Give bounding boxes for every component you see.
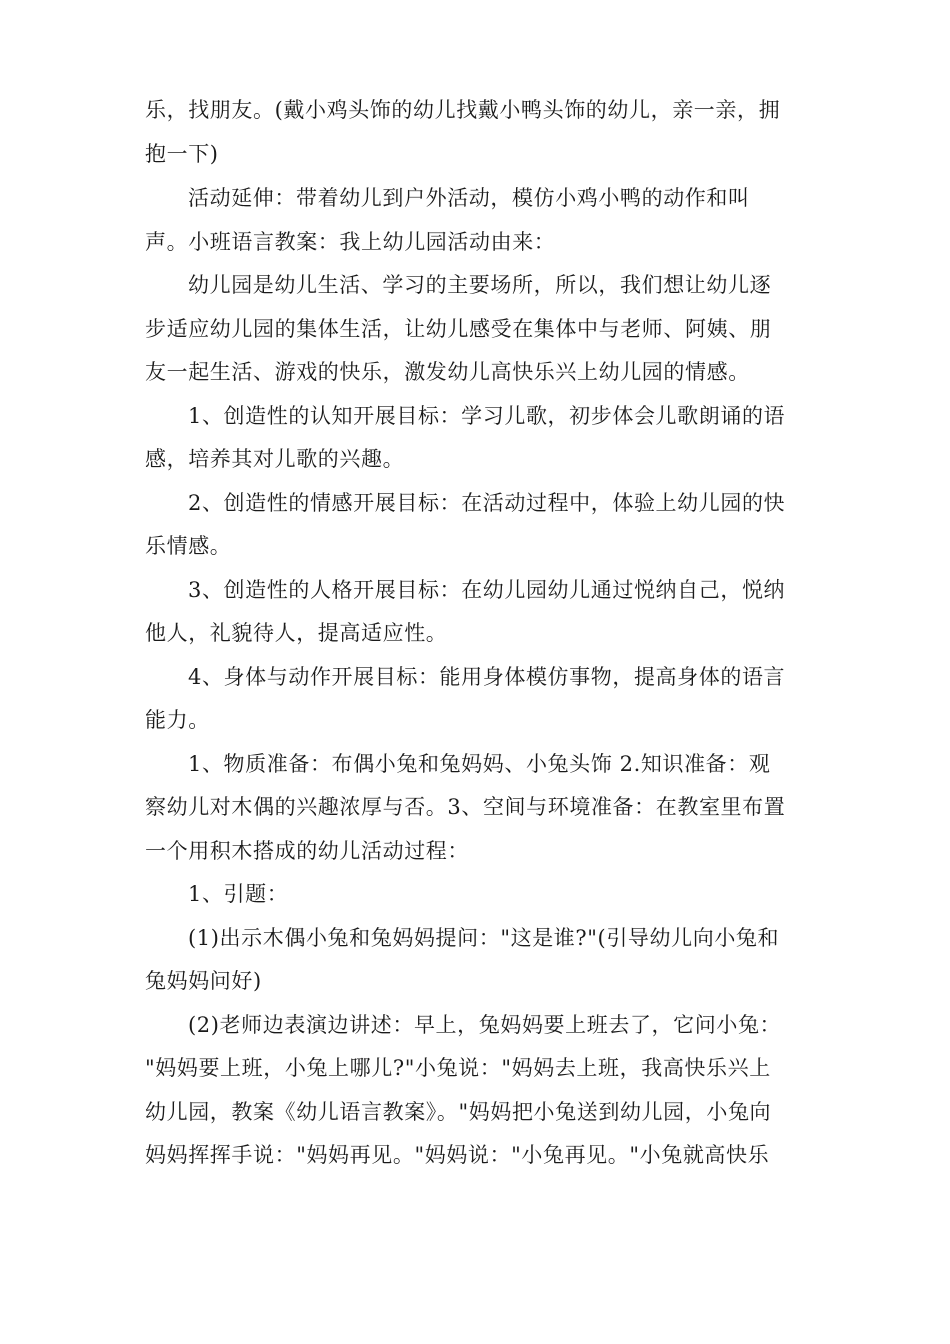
text-line: 幼儿园是幼儿生活、学习的主要场所，所以，我们想让幼儿逐 [188,273,772,297]
text-line: 友一起生活、游戏的快乐，激发幼儿高快乐兴上幼儿园的情感。 [145,360,750,384]
text-line: 步适应幼儿园的集体生活，让幼儿感受在集体中与老师、阿姨、朋 [145,317,772,341]
text-line: 感，培养其对儿歌的兴趣。 [145,447,405,471]
text-line: 乐，找朋友。(戴小鸡头饰的幼儿找戴小鸭头饰的幼儿，亲一亲，拥 [145,98,781,122]
text-line: 一个用积木搭成的幼儿活动过程： [145,839,469,863]
text-line: 能力。 [145,708,210,732]
text-line: 1、创造性的认知开展目标：学习儿歌，初步体会儿歌朗诵的语 [188,404,786,428]
text-line: (2)老师边表演边讲述：早上，兔妈妈要上班去了，它问小兔： [188,1013,782,1037]
text-line: 活动延伸：带着幼儿到户外活动，模仿小鸡小鸭的动作和叫 [188,186,750,210]
text-line: 幼儿园，教案《幼儿语言教案》。"妈妈把小兔送到幼儿园，小兔向 [145,1100,772,1124]
text-line: 察幼儿对木偶的兴趣浓厚与否。3、空间与环境准备：在教室里布置 [145,795,786,819]
text-line: (1)出示木偶小兔和兔妈妈提问："这是谁?"(引导幼儿向小兔和 [188,926,780,950]
text-line: 3、创造性的人格开展目标：在幼儿园幼儿通过悦纳自己，悦纳 [188,578,786,602]
text-line: 声。小班语言教案：我上幼儿园活动由来： [145,230,556,254]
text-line: 2、创造性的情感开展目标：在活动过程中，体验上幼儿园的快 [188,491,786,515]
text-line: 抱一下) [145,142,219,166]
text-line: "妈妈要上班，小兔上哪儿?"小兔说："妈妈去上班，我高快乐兴上 [145,1056,771,1080]
text-line: 1、物质准备：布偶小兔和兔妈妈、小兔头饰 2.知识准备：观 [188,752,771,776]
text-line: 乐情感。 [145,534,232,558]
text-line: 他人，礼貌待人，提高适应性。 [145,621,448,645]
text-line: 兔妈妈问好) [145,969,262,993]
text-line: 1、引题： [188,882,289,906]
text-line: 4、身体与动作开展目标：能用身体模仿事物，提高身体的语言 [188,665,786,689]
text-line: 妈妈挥挥手说："妈妈再见。"妈妈说："小兔再见。"小兔就高快乐 [145,1143,770,1167]
